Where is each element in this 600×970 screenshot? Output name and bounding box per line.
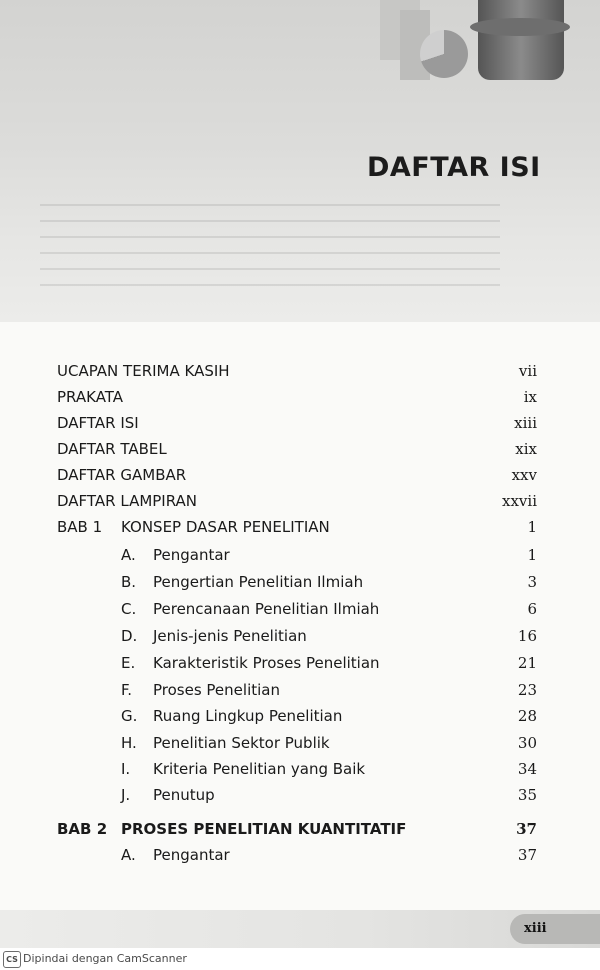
toc-entry-page: xix bbox=[515, 440, 537, 458]
section-title: Perencanaan Penelitian Ilmiah bbox=[153, 600, 380, 618]
section-letter: E. bbox=[121, 654, 136, 672]
toc-entry-page: 34 bbox=[517, 760, 537, 778]
toc-entry-page: 21 bbox=[517, 654, 537, 672]
chapter-number: BAB 2 bbox=[57, 820, 108, 838]
toc-entry-page: xxv bbox=[511, 466, 537, 484]
chapter-number: BAB 1 bbox=[57, 518, 103, 536]
section-letter: F. bbox=[121, 681, 132, 699]
section-letter: B. bbox=[121, 573, 137, 591]
toc-entry[interactable] bbox=[0, 388, 600, 412]
toc-entry[interactable] bbox=[0, 440, 600, 464]
toc-entry[interactable] bbox=[0, 362, 600, 386]
toc-entry-page: 23 bbox=[517, 681, 537, 699]
section-letter: C. bbox=[121, 600, 137, 618]
section-title: Pengantar bbox=[153, 546, 230, 564]
toc-entry-title: DAFTAR TABEL bbox=[57, 440, 167, 458]
toc-entry-page: 30 bbox=[517, 734, 537, 752]
chapter-title: PROSES PENELITIAN KUANTITATIF bbox=[121, 820, 407, 838]
section-letter: G. bbox=[121, 707, 138, 725]
toc-section[interactable] bbox=[0, 546, 600, 570]
scanner-watermark-bar bbox=[0, 948, 600, 970]
toc-entry-title: PRAKATA bbox=[57, 388, 124, 406]
toc-entry-title: UCAPAN TERIMA KASIH bbox=[57, 362, 230, 380]
section-title: Pengertian Penelitian Ilmiah bbox=[153, 573, 364, 591]
page-number: xiii bbox=[524, 921, 547, 936]
section-letter: A. bbox=[121, 546, 136, 564]
section-letter: J. bbox=[121, 786, 131, 804]
toc-entry-page: 37 bbox=[517, 846, 537, 864]
section-letter: D. bbox=[121, 627, 138, 645]
toc-chapter[interactable] bbox=[0, 518, 600, 542]
section-letter: I. bbox=[121, 760, 131, 778]
scanner-watermark-text: Dipindai dengan CamScanner bbox=[23, 952, 187, 965]
toc-entry-page: 1 bbox=[527, 518, 537, 536]
toc-section[interactable] bbox=[0, 681, 600, 705]
chapter-title: KONSEP DASAR PENELITIAN bbox=[121, 518, 330, 536]
toc-entry-page: vii bbox=[518, 362, 537, 380]
section-title: Ruang Lingkup Penelitian bbox=[153, 707, 343, 725]
toc-entry-title: DAFTAR LAMPIRAN bbox=[57, 492, 198, 510]
toc-section[interactable] bbox=[0, 760, 600, 784]
section-title: Kriteria Penelitian yang Baik bbox=[153, 760, 366, 778]
section-title: Penelitian Sektor Publik bbox=[153, 734, 330, 752]
page-number-tab bbox=[510, 914, 600, 944]
toc-entry-page: 3 bbox=[527, 573, 537, 591]
toc-section[interactable] bbox=[0, 707, 600, 731]
section-letter: H. bbox=[121, 734, 137, 752]
section-title: Proses Penelitian bbox=[153, 681, 280, 699]
toc-entry-title: DAFTAR ISI bbox=[57, 414, 139, 432]
toc-entry[interactable] bbox=[0, 414, 600, 438]
toc-entry-page: 28 bbox=[517, 707, 537, 725]
toc-chapter[interactable] bbox=[0, 820, 600, 844]
toc-entry[interactable] bbox=[0, 466, 600, 490]
section-title: Pengantar bbox=[153, 846, 230, 864]
toc-entry-page: 6 bbox=[527, 600, 537, 618]
toc-entry-page: 16 bbox=[517, 627, 537, 645]
toc-section[interactable] bbox=[0, 654, 600, 678]
section-title: Penutup bbox=[153, 786, 215, 804]
toc-entry-page: xxvii bbox=[502, 492, 537, 510]
section-title: Jenis-jenis Penelitian bbox=[153, 627, 307, 645]
toc-entry-page: xiii bbox=[514, 414, 537, 432]
toc-section[interactable] bbox=[0, 786, 600, 810]
toc-entry-page: 35 bbox=[517, 786, 537, 804]
section-letter: A. bbox=[121, 846, 136, 864]
toc-entry[interactable] bbox=[0, 492, 600, 516]
toc-section[interactable] bbox=[0, 627, 600, 651]
toc-section[interactable] bbox=[0, 846, 600, 870]
section-title: Karakteristik Proses Penelitian bbox=[153, 654, 380, 672]
toc-entry-page: ix bbox=[523, 388, 537, 406]
page-title: DAFTAR ISI bbox=[367, 152, 541, 183]
toc-entry-page: 1 bbox=[527, 546, 537, 564]
toc-entry-page: 37 bbox=[516, 820, 537, 838]
toc-section[interactable] bbox=[0, 734, 600, 758]
camscanner-icon: CS bbox=[3, 951, 21, 968]
toc-section[interactable] bbox=[0, 600, 600, 624]
toc-entry-title: DAFTAR GAMBAR bbox=[57, 466, 187, 484]
toc-section[interactable] bbox=[0, 573, 600, 597]
